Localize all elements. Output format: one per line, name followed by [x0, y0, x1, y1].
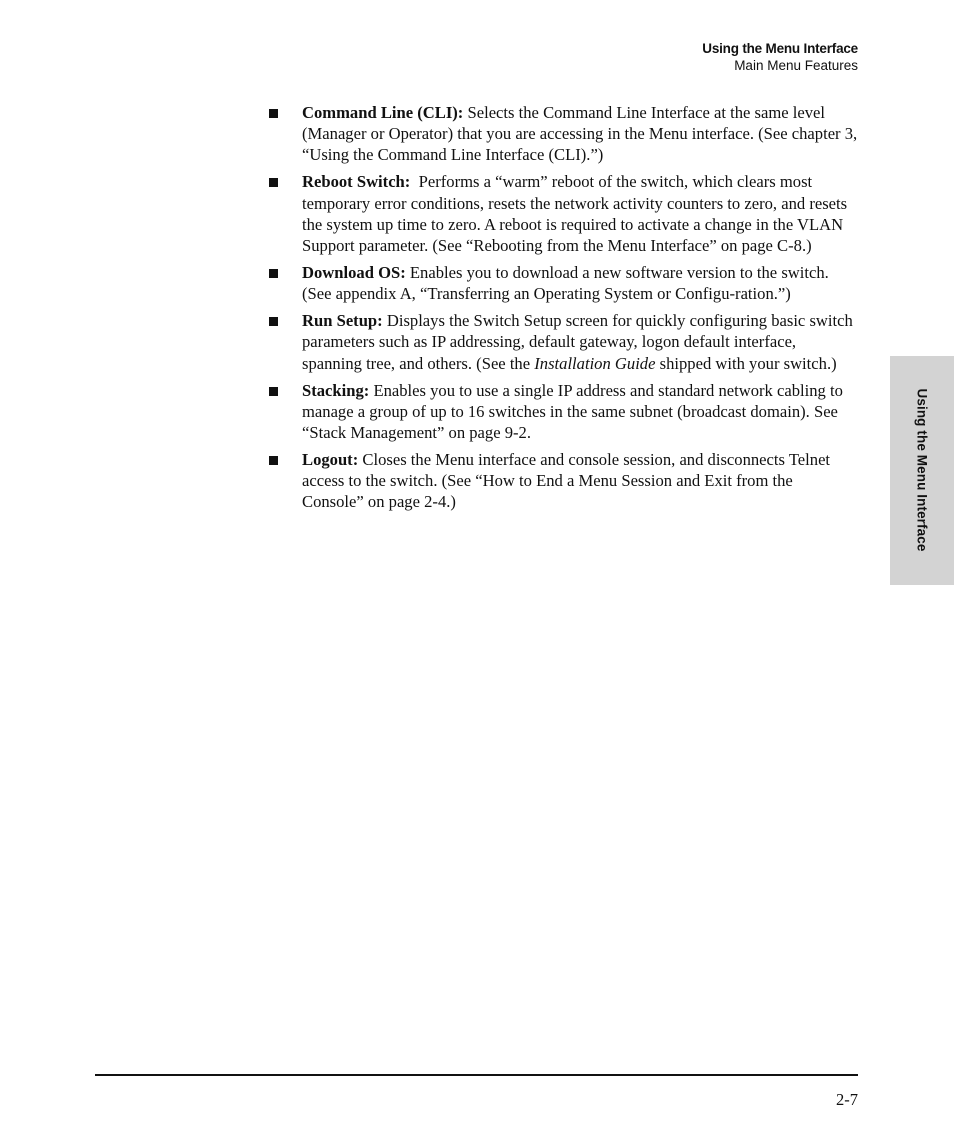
item-term: Run Setup: [302, 311, 383, 331]
square-bullet-icon [269, 387, 278, 396]
running-head [702, 40, 858, 74]
item-description: Closes the Menu interface and console session, and disconnects Telnet access to the switch. (See “How to End a Menu Session and Exit from the Console” on page 2-4.) [302, 450, 831, 512]
item-description: Enables you to use a single IP address and standard network cabling to manage a group of up to 16 switches in the same subnet (broadcast domain). See “Stack Management” on page 9-2. [302, 380, 843, 443]
page-number: 2-7 [836, 1090, 858, 1109]
item-description: Displays the Switch Setup screen for quickly configuring basic switch parameters such as IP addressing, default gateway, logon default interface, spanning tree, and others. (See the [302, 311, 853, 373]
item-description: Performs a “warm” reboot of the switch, which clears most temporary error conditions, resets the network activity counters to zero, and resets the system up time to zero. A reboot is required to activate a change in the VLAN Support parameter. (See “Rebooting from the Menu Interface” on page C-8.) [302, 172, 852, 256]
square-bullet-icon [269, 269, 278, 278]
chapter-tab-label: Using the Menu Interface [914, 388, 930, 552]
square-bullet-icon [269, 317, 278, 326]
list-item-run-setup [268, 310, 858, 374]
item-term: Download OS: [302, 263, 406, 283]
list-item-logout [268, 449, 858, 513]
list-item-download-os [268, 262, 858, 304]
item-description: Enables you to download a new software version to the switch. (See appendix A, “Transferring an Operating System or Configu-ration.”) [302, 263, 829, 304]
footer-divider [95, 1074, 858, 1076]
chapter-title: Using the Menu Interface [702, 41, 858, 56]
chapter-thumb-tab [890, 356, 954, 585]
list-item-command-line [268, 102, 858, 166]
square-bullet-icon [269, 178, 278, 187]
list-item-reboot-switch [268, 171, 858, 256]
item-description-end: shipped with your switch.) [655, 353, 837, 373]
section-title: Main Menu Features [734, 58, 858, 73]
item-term: Command Line (CLI): [302, 103, 464, 122]
item-term: Logout: [302, 450, 359, 470]
item-term: Reboot Switch: [302, 172, 411, 192]
book-title: Installation Guide [534, 353, 656, 373]
list-item-stacking [268, 380, 858, 444]
square-bullet-icon [269, 456, 278, 465]
square-bullet-icon [269, 109, 278, 118]
item-description: Selects the Command Line Interface at the same level (Manager or Operator) that you are accessing in the Menu interface. (See chapter 3, “Using the Command Line Interface (CLI).”) [302, 103, 858, 165]
feature-list [268, 102, 858, 518]
item-term: Stacking: [302, 380, 370, 400]
